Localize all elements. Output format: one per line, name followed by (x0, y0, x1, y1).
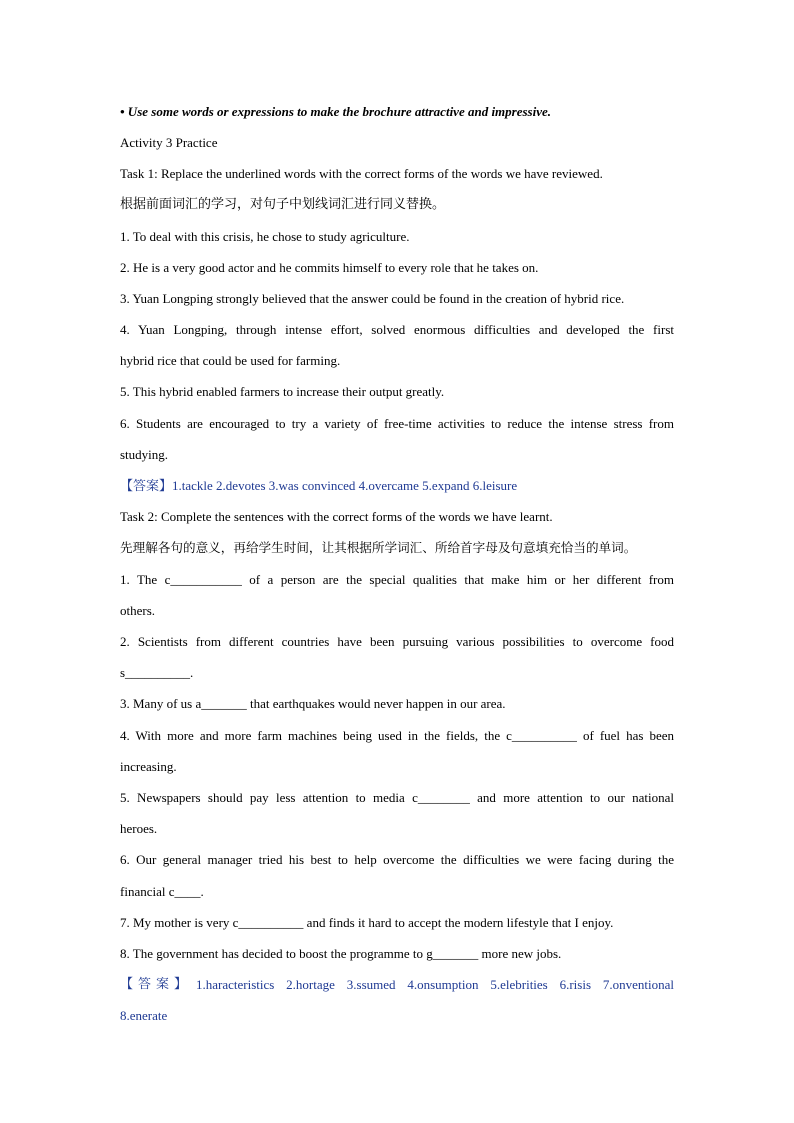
bullet-instruction: • Use some words or expressions to make the brochure attractive and impressive. (120, 104, 552, 119)
answer-tag: 【答案】 (120, 479, 173, 494)
task2-item-1-cont: others. (120, 603, 156, 618)
task1-item-3: 3. Yuan Longping strongly believed that the answer could be found in the creation of hybrid rice. (120, 291, 625, 306)
task2-item-7: 7. My mother is very c__________ and finds it hard to accept the modern lifestyle that I enjoy. (120, 915, 614, 930)
task2-chinese-instruction: 先理解各句的意义，再给学生时间，让其根据所学词汇、所给首字母及句意填充恰当的单词。 (120, 540, 637, 555)
task1-item-4-cont: hybrid rice that could be used for farming. (120, 353, 341, 368)
task2-item-1: 1. The c___________ of a person are the special qualities that make him or her different from (120, 572, 674, 587)
task1-item-1: 1. To deal with this crisis, he chose to study agriculture. (120, 229, 410, 244)
task2-item-5-cont: heroes. (120, 821, 158, 836)
task2-item-6: 6. Our general manager tried his best to help overcome the difficulties we were facing during the (120, 852, 674, 867)
activity-heading: Activity 3 Practice (120, 135, 218, 150)
task2-item-2-cont: s__________. (120, 665, 194, 680)
task2-item-4: 4. With more and more farm machines being used in the fields, the c__________ of fuel has been (120, 728, 674, 743)
task2-item-5: 5. Newspapers should pay less attention to media c________ and more attention to our national (120, 790, 674, 805)
task2-answer-text: 1.haracteristics 2.hortage 3.ssumed 4.onsumption 5.elebrities 6.risis 7.onventional (196, 977, 674, 992)
task2-answer-cont: 8.enerate (120, 1008, 168, 1023)
task2-item-6-cont: financial c____. (120, 884, 204, 899)
task1-answer-text: 1.tackle 2.devotes 3.was convinced 4.overcame 5.expand 6.leisure (172, 478, 518, 493)
task1-item-6-cont: studying. (120, 447, 169, 462)
task1-chinese-instruction: 根据前面词汇的学习，对句子中划线词汇进行同义替换。 (120, 197, 446, 212)
task1-instruction: Task 1: Replace the underlined words with the correct forms of the words we have reviewed. (120, 166, 603, 181)
task1-answer (120, 477, 674, 496)
task2-item-8: 8. The government has decided to boost the programme to g_______ more new jobs. (120, 946, 562, 961)
task2-answer (120, 976, 674, 994)
task1-item-2: 2. He is a very good actor and he commits himself to every role that he takes on. (120, 260, 539, 275)
task2-instruction: Task 2: Complete the sentences with the correct forms of the words we have learnt. (120, 509, 553, 524)
task2-item-4-cont: increasing. (120, 759, 177, 774)
answer-tag: 【答案】 (120, 977, 193, 992)
task2-item-2: 2. Scientists from different countries have been pursuing various possibilities to overcome food (120, 634, 674, 649)
task1-item-4: 4. Yuan Longping, through intense effort, solved enormous difficulties and developed the first (120, 322, 674, 337)
task2-item-3: 3. Many of us a_______ that earthquakes would never happen in our area. (120, 696, 506, 711)
task1-item-5: 5. This hybrid enabled farmers to increase their output greatly. (120, 384, 445, 399)
task1-item-6: 6. Students are encouraged to try a variety of free-time activities to reduce the intense stress from (120, 416, 674, 431)
